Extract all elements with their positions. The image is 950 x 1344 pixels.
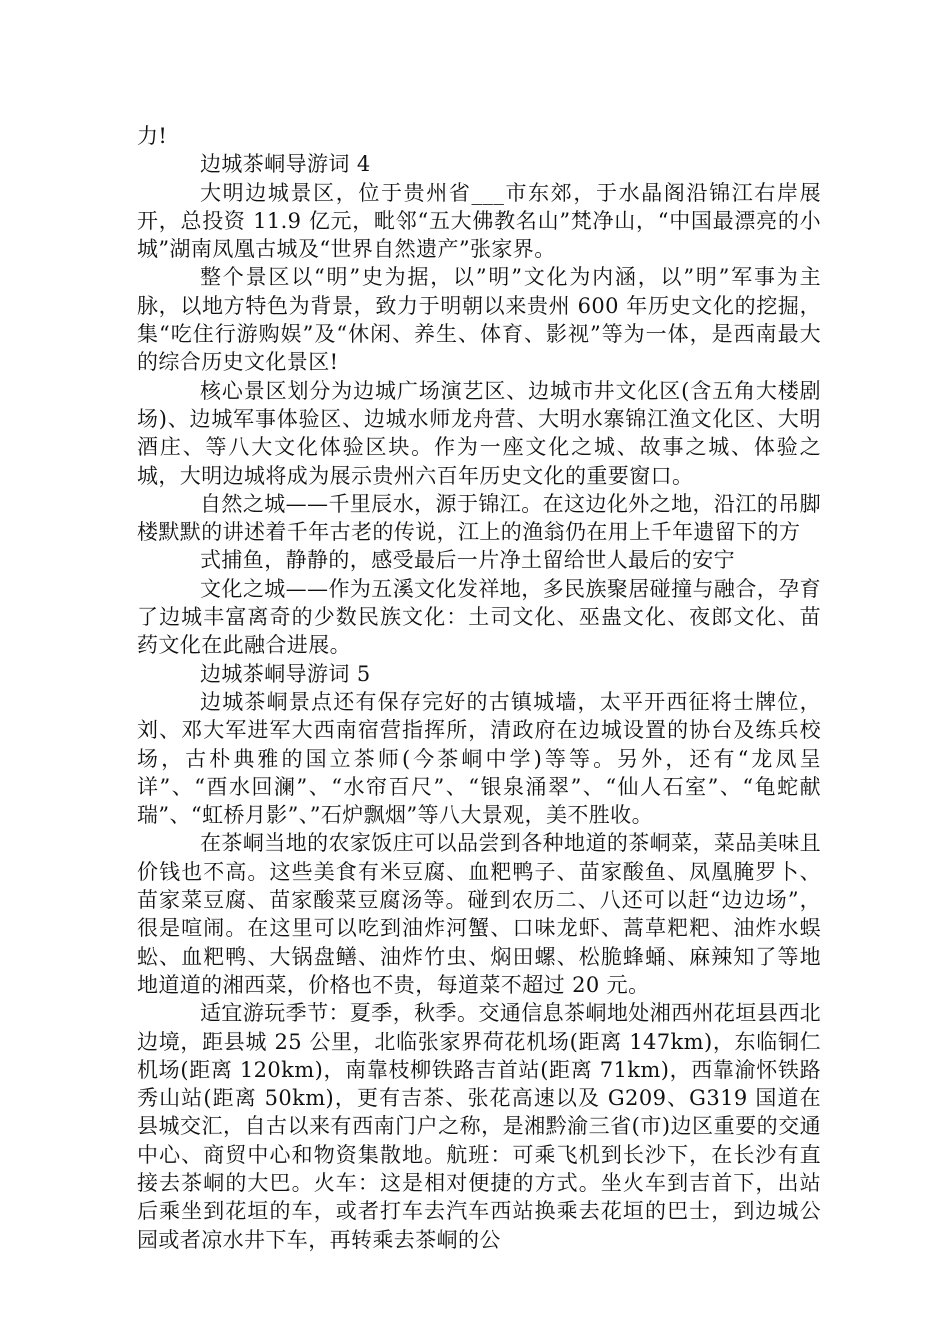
paragraph: 适宜游玩季节：夏季，秋季。交通信息茶峒地处湘西州花垣县西北边境，距县城 25 公里，北临张家界荷花机场(距离 147km)，东临铜仁机场(距离 120km)，南靠枝柳铁路吉首站(距离 71km)，西靠渝怀铁路秀山站(距离 50km)，更有吉茶、张花高速以及 G209、G319 国道在县城交汇，自古以来有西南门户之称，是湘黔渝三省(市)边区重要的交通中心、商贸中心和物资集散地。航班：可乘飞机到长沙下，在长沙有直接去茶峒的大巴。火车：这是相对便捷的方式。坐火车到吉首下，出站后乘坐到花垣的车，或者打车去汽车西站换乘去花垣的巴士，到边城公园或者凉水井下车，再转乘去茶峒的公 xyxy=(137,1001,821,1252)
section-heading-5: 边城茶峒导游词 5 xyxy=(200,661,371,686)
paragraph-continuation: 力! xyxy=(137,124,168,148)
paragraph: 自然之城——千里辰水，源于锦江。在这边化外之地，沿江的吊脚楼默默的讲述着千年古老的传说，江上的渔翁仍在用上千年遗留下的方 xyxy=(137,491,821,545)
paragraph: 大明边城景区，位于贵州省___市东郊，于水晶阁沿锦江右岸展开，总投资 11.9 亿元，毗邻“五大佛教名山”梵净山，“中国最漂亮的小城”湖南凤凰古城及“世界自然遗产”张家界。 xyxy=(137,180,821,262)
paragraph: 在茶峒当地的农家饭庄可以品尝到各种地道的茶峒菜，菜品美味且价钱也不高。这些美食有米豆腐、血粑鸭子、苗家酸鱼、凤凰腌罗卜、苗家菜豆腐、苗家酸菜豆腐汤等。碰到农历二、八还可以赶“边边场”，很是喧闹。在这里可以吃到油炸河蟹、口味龙虾、蒿草粑粑、油炸水蜈蚣、血粑鸭、大锅盘鳝、油炸竹虫、焖田螺、松脆蜂蛹、麻辣知了等地地道道的湘西菜，价格也不贵，每道菜不超过 20 元。 xyxy=(137,831,821,997)
paragraph: 式捕鱼，静静的，感受最后一片净土留给世人最后的安宁 xyxy=(200,548,735,573)
document-body xyxy=(137,122,821,1254)
section-heading-4: 边城茶峒导游词 4 xyxy=(200,152,371,177)
paragraph: 整个景区以“明”史为据，以”明”文化为内涵，以”明”军事为主脉，以地方特色为背景，致力于明朝以来贵州 600 年历史文化的挖掘，集“吃住行游购娱”及“休闲、养生、体育、影视”等为一体，是西南最大的综合历史文化景区! xyxy=(137,265,821,375)
paragraph: 边城茶峒景点还有保存完好的古镇城墙，太平开西征将士牌位，刘、邓大军进军大西南宿营指挥所，清政府在边城设置的协台及练兵校场，古朴典雅的国立茶师(今茶峒中学)等等。另外，还有“龙凤呈详”、“酉水回澜”、“水帘百尺”、“银泉涌翠”、“仙人石室”、“龟蛇献瑞”、“虹桥月影”、”石炉飘烟”等八大景观，美不胜收。 xyxy=(137,689,821,828)
paragraph: 核心景区划分为边城广场演艺区、边城市井文化区(含五角大楼剧场)、边城军事体验区、边城水师龙舟营、大明水寨锦江渔文化区、大明酒庄、等八大文化体验区块。作为一座文化之城、故事之城、体验之城，大明边城将成为展示贵州六百年历史文化的重要窗口。 xyxy=(137,378,821,488)
paragraph: 文化之城——作为五溪文化发祥地，多民族聚居碰撞与融合，孕育了边城丰富离奇的少数民族文化：土司文化、巫蛊文化、夜郎文化、苗药文化在此融合进展。 xyxy=(137,576,821,658)
